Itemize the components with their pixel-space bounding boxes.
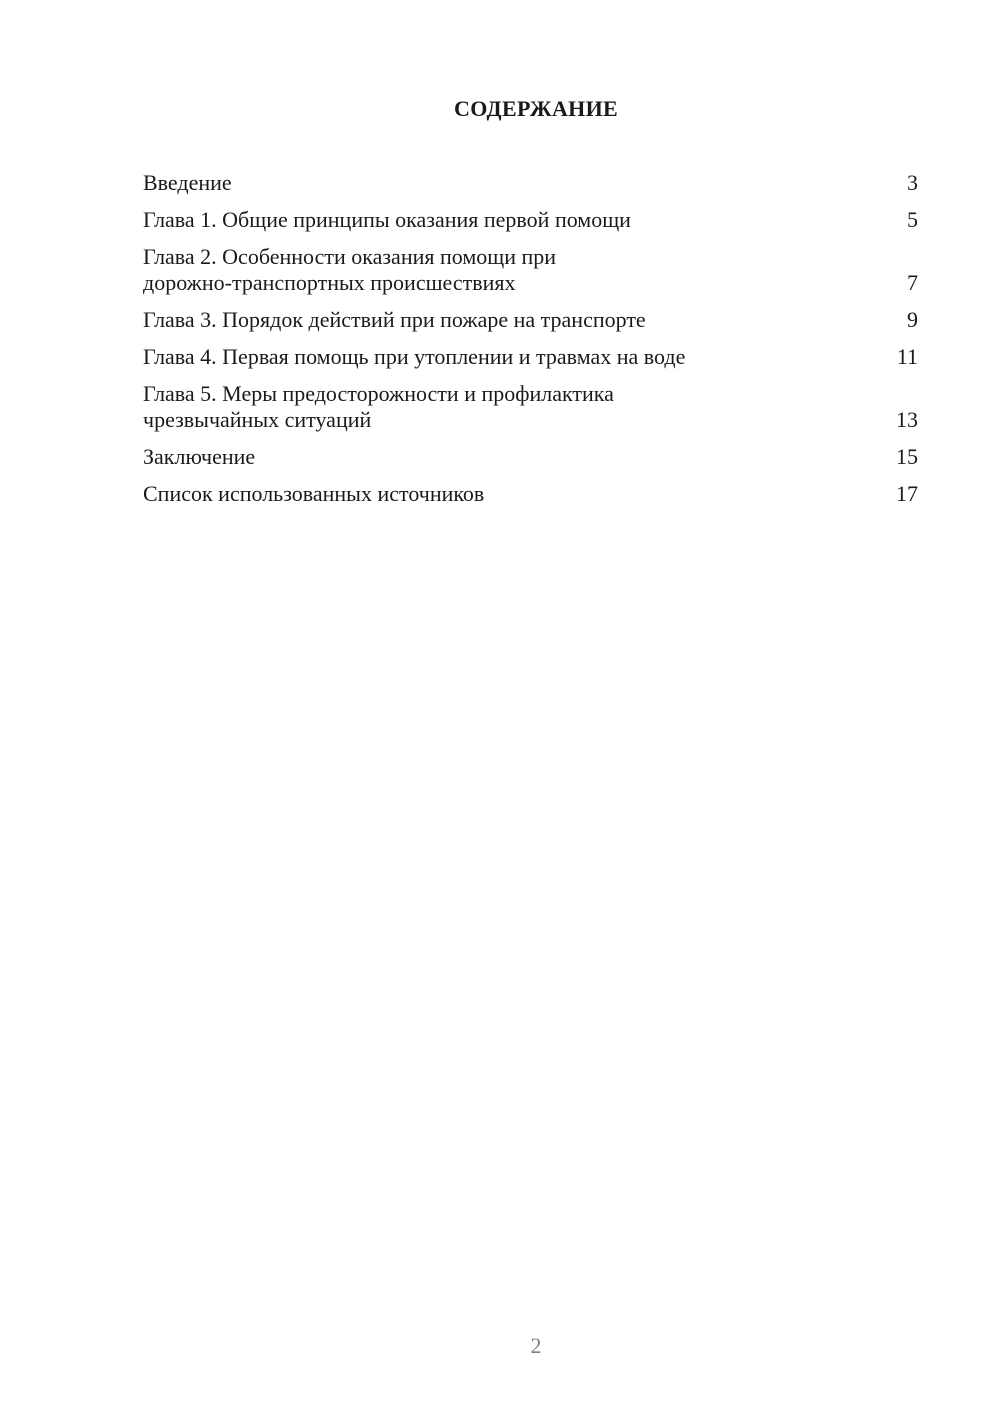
toc-entry-line: Введение xyxy=(143,170,232,195)
toc-entry-line: Глава 2. Особенности оказания помощи при xyxy=(143,244,557,269)
toc-entry-chapter-4 xyxy=(143,344,918,370)
toc-entry-page: 15 xyxy=(896,444,918,469)
toc-entry-page: 9 xyxy=(907,307,918,332)
toc-entry-line: дорожно-транспортных происшествиях xyxy=(143,270,516,295)
toc-entry-chapter-5 xyxy=(143,381,918,433)
table-of-contents xyxy=(143,170,918,518)
toc-entry-line: Список использованных источников xyxy=(143,481,485,506)
toc-entry-line: чрезвычайных ситуаций xyxy=(143,407,372,432)
toc-entry-title xyxy=(143,381,888,433)
toc-entry-line: Глава 1. Общие принципы оказания первой помощи xyxy=(143,207,631,232)
toc-entry-introduction xyxy=(143,170,918,196)
page-title: СОДЕРЖАНИЕ xyxy=(454,96,618,121)
toc-entry-title xyxy=(143,307,888,333)
toc-entry-page: 7 xyxy=(907,270,918,295)
toc-entry-page: 3 xyxy=(907,170,918,195)
page-number: 2 xyxy=(530,1333,542,1358)
toc-entry-line: Глава 5. Меры предосторожности и профилактика xyxy=(143,381,614,406)
toc-entry-conclusion xyxy=(143,444,918,470)
toc-entry-references xyxy=(143,481,918,507)
toc-entry-title xyxy=(143,170,888,196)
toc-entry-title xyxy=(143,344,888,370)
toc-entry-title xyxy=(143,207,888,233)
toc-entry-line: Заключение xyxy=(143,444,256,469)
toc-entry-title xyxy=(143,481,888,507)
toc-entry-chapter-2 xyxy=(143,244,918,296)
toc-entry-title xyxy=(143,444,888,470)
toc-entry-line: Глава 3. Порядок действий при пожаре на транспорте xyxy=(143,307,646,332)
toc-entry-page: 5 xyxy=(907,207,918,232)
toc-entry-chapter-3 xyxy=(143,307,918,333)
toc-entry-page: 17 xyxy=(896,481,918,506)
toc-entry-chapter-1 xyxy=(143,207,918,233)
toc-entry-page: 13 xyxy=(896,407,918,432)
toc-entry-page: 11 xyxy=(896,344,918,369)
toc-entry-title xyxy=(143,244,888,296)
toc-entry-line: Глава 4. Первая помощь при утоплении и травмах на воде xyxy=(143,344,686,369)
